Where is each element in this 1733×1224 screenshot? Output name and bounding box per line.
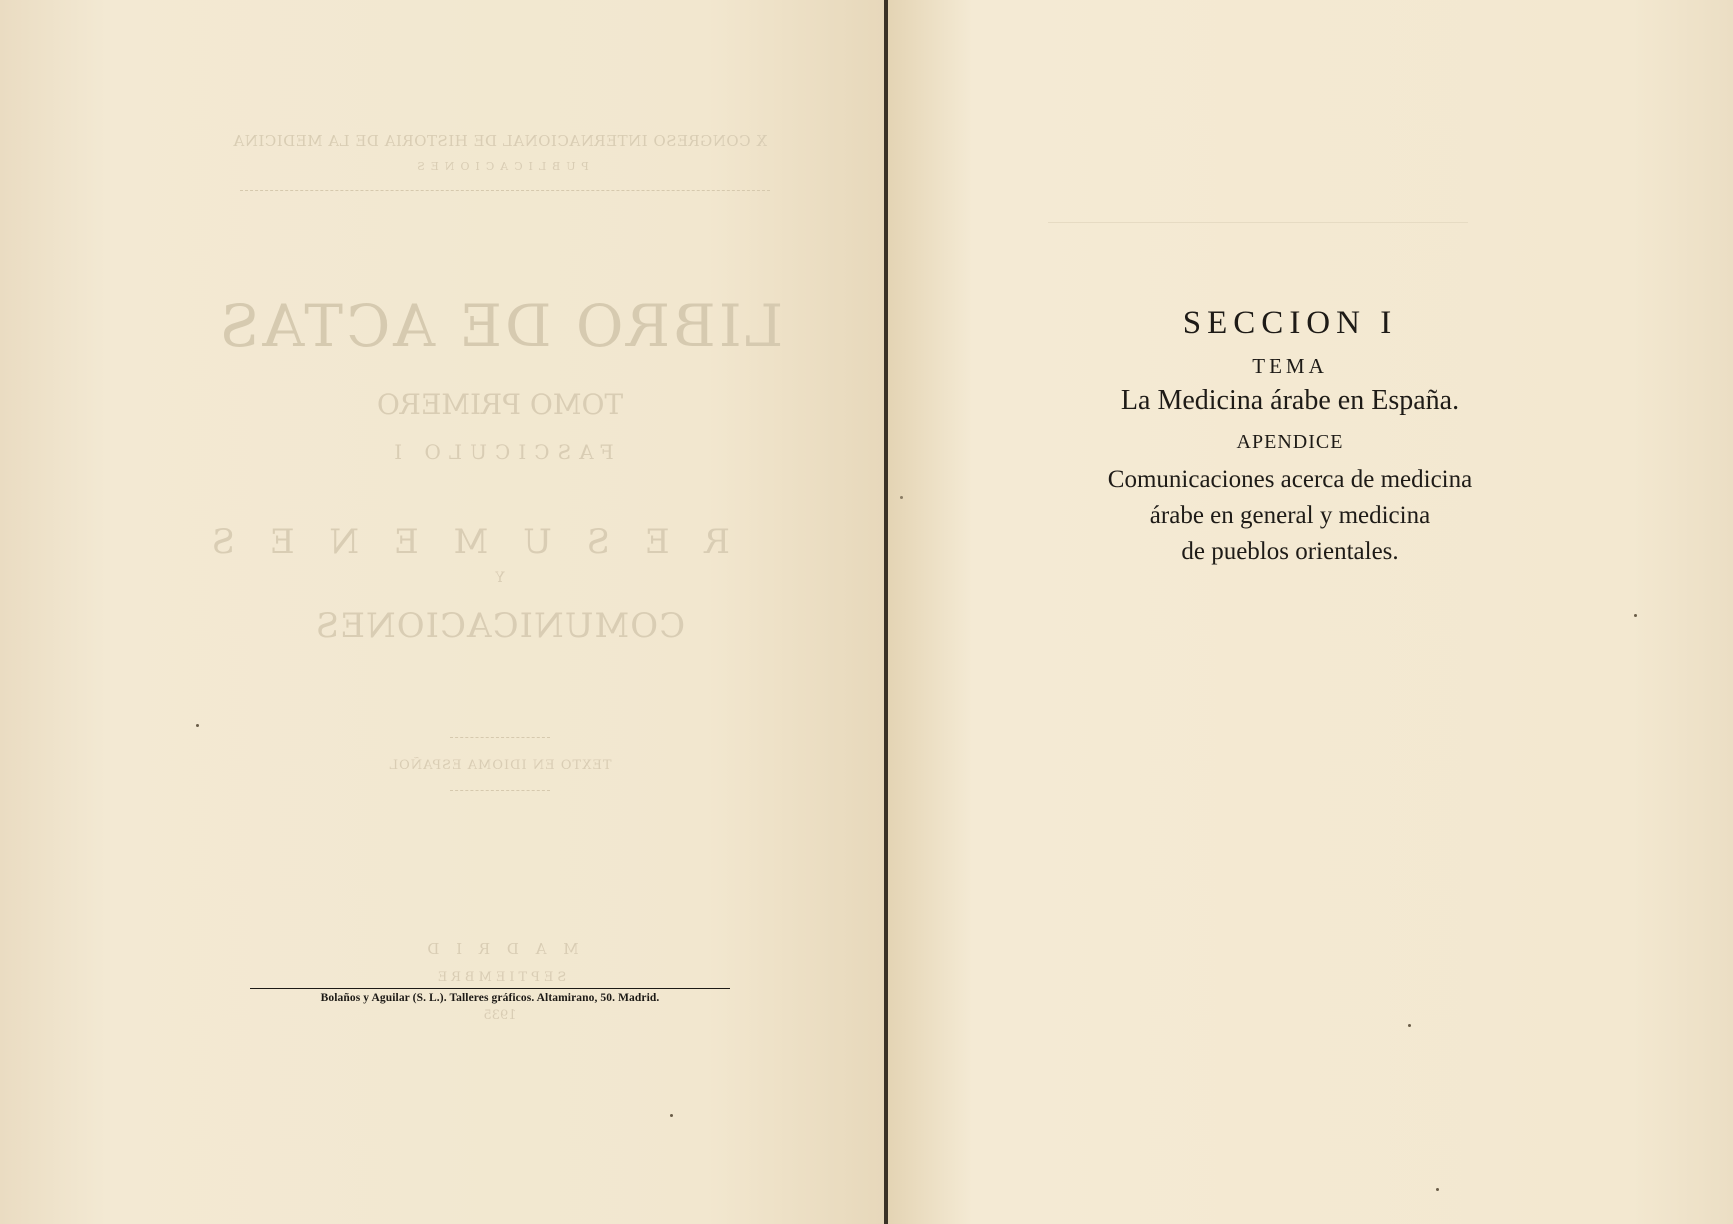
bleed-ornament-bottom: [450, 790, 550, 791]
paper-speck: [196, 724, 199, 727]
bleed-title: LIBRO DE ACTAS: [216, 292, 784, 360]
bleed-ornament-top: [450, 737, 550, 738]
bleed-volume: TOMO PRIMERO: [376, 388, 624, 421]
bleed-y: Y: [495, 570, 505, 586]
paper-speck: [1634, 614, 1637, 617]
bleed-month: SEPTIEMBRE: [433, 970, 567, 985]
bleed-language: TEXTO EN IDIOMA ESPAÑOL: [388, 758, 612, 773]
paper-speck: [1436, 1188, 1439, 1191]
apendice-label: APENDICE: [1236, 431, 1344, 453]
bleed-resumenes: R E S U M E N E S: [199, 522, 730, 562]
apendice-line: de pueblos orientales.: [1181, 538, 1399, 565]
paper-speck: [1408, 1024, 1411, 1027]
bleed-header-line1: X CONGRESO INTERNACIONAL DE HISTORIA DE LA MEDICINA: [232, 132, 768, 150]
paper-speck: [670, 1114, 673, 1117]
imprint-rule: [250, 988, 730, 989]
section-title: SECCION I: [1182, 305, 1398, 341]
right-page: [888, 0, 1733, 1224]
bleed-header-rule: [240, 190, 770, 191]
tema-text: La Medicina árabe en España.: [1120, 385, 1460, 416]
apendice-line: Comunicaciones acerca de medicina: [1107, 466, 1473, 493]
bleed-city: M A D R I D: [421, 940, 579, 958]
apendice-line: árabe en general y medicina: [1149, 502, 1431, 529]
section-title-block: [1040, 305, 1540, 570]
bleed-fascicle: FASCICULO I: [386, 440, 614, 464]
paper-speck: [900, 496, 903, 499]
printer-imprint: Bolaños y Aguilar (S. L.). Talleres gráficos. Altamirano, 50. Madrid.: [320, 992, 660, 1004]
bleed-faint-heading: [1048, 222, 1468, 283]
bleed-header-line2: PUBLICACIONES: [411, 160, 589, 173]
bleed-year: 1935: [483, 1008, 517, 1023]
bleed-comunicaciones: COMUNICACIONES: [314, 606, 686, 646]
tema-label: TEMA: [1252, 354, 1328, 378]
